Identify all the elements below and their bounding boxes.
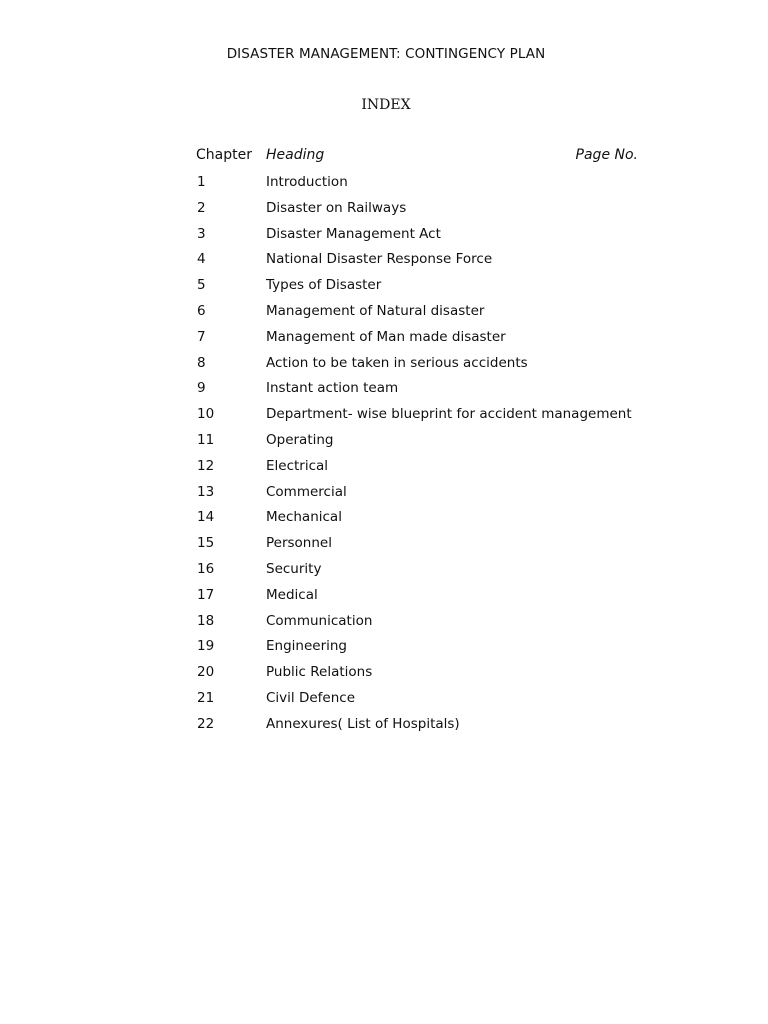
document-title: DISASTER MANAGEMENT: CONTINGENCY PLAN [226,46,546,62]
toc-row [196,689,676,715]
chapter-number: 8 [197,354,206,371]
chapter-heading: Types of Disaster [266,277,382,294]
toc-row [196,715,676,741]
chapter-heading: Commercial [266,483,347,500]
chapter-heading: Personnel [266,535,332,552]
chapter-number: 3 [197,225,206,242]
chapter-heading: Disaster on Railways [266,199,407,216]
chapter-number: 2 [197,199,206,216]
toc-row [196,637,676,663]
chapter-number: 13 [197,483,215,500]
chapter-heading: National Disaster Response Force [266,251,493,268]
chapter-heading: Management of Natural disaster [266,302,485,319]
chapter-heading: Disaster Management Act [266,225,441,242]
chapter-heading: Introduction [266,174,348,190]
chapter-heading: Security [266,560,322,577]
toc-row [196,508,676,534]
toc-header-row [196,147,638,167]
chapter-heading: Instant action team [266,380,399,397]
chapter-number: 7 [197,328,206,345]
chapter-heading: Electrical [266,457,329,474]
chapter-number: 22 [197,715,215,732]
chapter-number: 19 [197,638,215,655]
chapter-number: 5 [197,277,206,294]
toc-row [196,663,676,689]
toc-row [196,199,676,225]
toc-row [196,560,676,586]
chapter-number: 18 [197,612,215,629]
toc-row [196,534,676,560]
heading-column-header: Heading [266,147,325,163]
chapter-number: 15 [197,535,215,552]
toc-row [196,250,676,276]
chapter-column-header: Chapter [196,147,252,163]
toc-row [196,354,676,380]
chapter-number: 12 [197,457,215,474]
chapter-number: 21 [197,689,215,706]
chapter-heading: Department- wise blueprint for accident management [266,406,632,423]
toc-row [196,483,676,509]
toc-row [196,225,676,251]
chapter-heading: Civil Defence [266,689,356,706]
chapter-heading: Public Relations [266,664,373,681]
toc-row [196,612,676,638]
index-title: INDEX [361,97,411,113]
chapter-heading: Medical [266,586,318,603]
toc-row [196,379,676,405]
page-number-column-header: Page No. [575,147,638,163]
toc-row [196,302,676,328]
toc-row [196,586,676,612]
toc-row [196,328,676,354]
chapter-number: 16 [197,560,215,577]
toc-row [196,457,676,483]
chapter-number: 11 [197,431,215,448]
chapter-heading: Engineering [266,638,347,655]
chapter-number: 1 [197,174,206,190]
chapter-number: 10 [197,406,215,423]
chapter-number: 6 [197,302,206,319]
chapter-number: 14 [197,509,215,526]
chapter-heading: Action to be taken in serious accidents [266,354,528,371]
toc-row [196,405,676,431]
toc-row [196,173,676,199]
chapter-heading: Operating [266,431,334,448]
chapter-number: 4 [197,251,206,268]
chapter-number: 20 [197,664,215,681]
chapter-heading: Management of Man made disaster [266,328,506,345]
toc-row [196,431,676,457]
chapter-number: 9 [197,380,206,397]
toc-row [196,276,676,302]
table-of-contents [196,173,676,741]
chapter-heading: Communication [266,612,373,629]
chapter-heading: Annexures( List of Hospitals) [266,715,460,732]
chapter-heading: Mechanical [266,509,342,526]
chapter-number: 17 [197,586,215,603]
